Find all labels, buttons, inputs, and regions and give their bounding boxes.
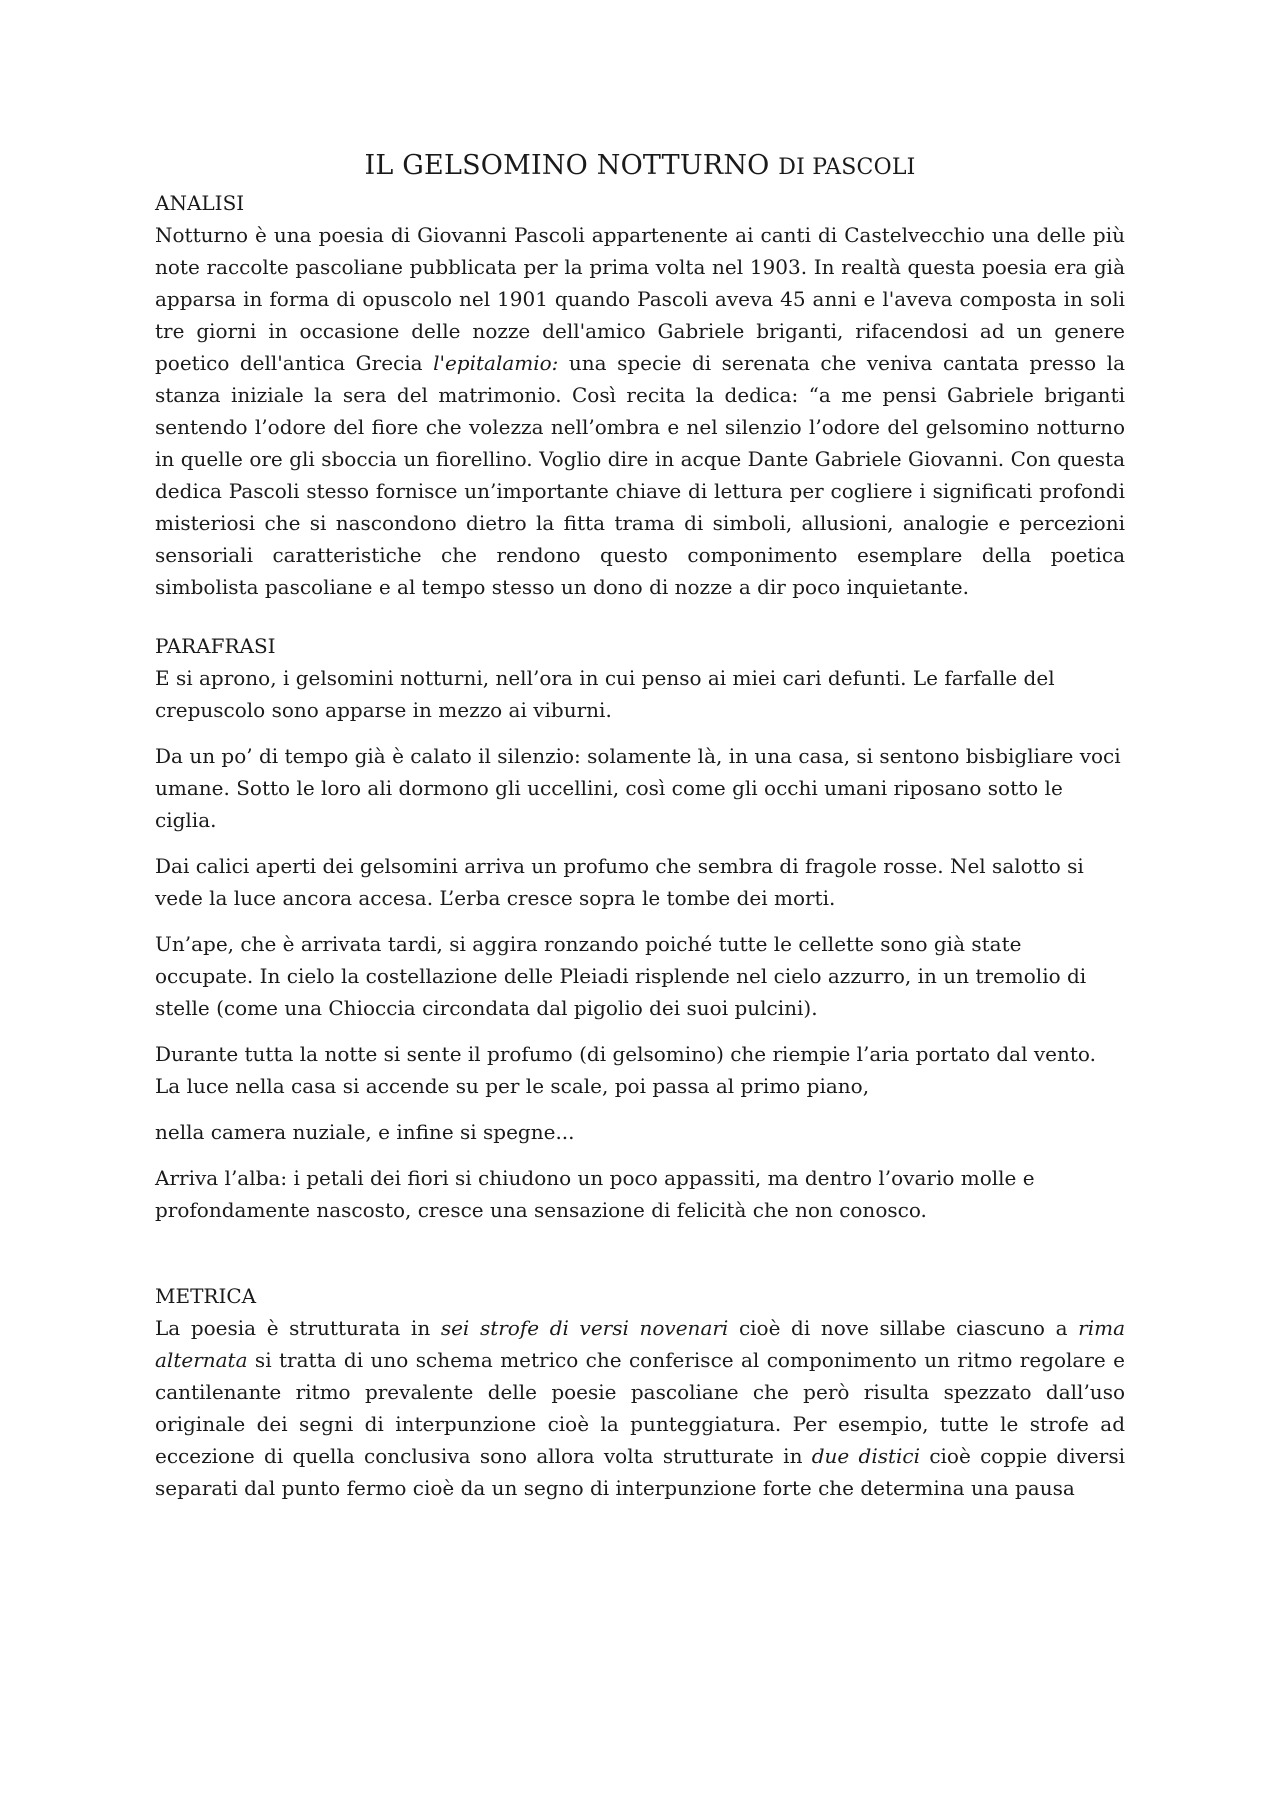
parafrasi-paragraph-2: Da un po’ di tempo già è calato il silenzio: solamente là, in una casa, si sentono bisbigliare voci umane. Sotto le loro ali dormono gli uccellini, così come gli occhi umani riposano sotto le ciglia. xyxy=(155,744,1121,832)
parafrasi-paragraph-1: E si aprono, i gelsomini notturni, nell’ora in cui penso ai miei cari defunti. Le farfalle del crepuscolo sono apparse in mezzo ai viburni. xyxy=(155,666,1055,722)
metrica-italic-1: sei strofe di versi novenari xyxy=(440,1316,729,1340)
metrica-italic-2: rima alternata xyxy=(155,1316,1125,1372)
metrica-heading: METRICA xyxy=(155,1284,257,1308)
document-page xyxy=(155,150,1125,1504)
metrica-text-3: si tratta di uno schema metrico che conferisce al componimento un ritmo regolare e cantilenante ritmo prevalente delle poesie pascoliane che però risulta spezzato dall’uso originale dei segni di interpunzione cioè la punteggiatura. Per esempio, tutte le strofe ad eccezione di quella conclusiva sono allora volta strutturate in xyxy=(155,1348,1125,1468)
metrica-text-4: cioè coppie diversi separati dal punto fermo cioè da un segno di interpunzione forte che determina una pausa xyxy=(155,1444,1125,1500)
document-title xyxy=(155,150,1125,181)
metrica-text-1: La poesia è strutturata in xyxy=(155,1316,441,1340)
title-main: IL GELSOMINO NOTTURNO xyxy=(364,150,770,181)
analisi-heading: ANALISI xyxy=(155,191,245,215)
parafrasi-paragraph-6: nella camera nuziale, e infine si spegne... xyxy=(155,1120,575,1144)
metrica-text-2: cioè di nove sillabe ciascuno a xyxy=(728,1316,1079,1340)
analisi-text-a: Notturno è una poesia di Giovanni Pascoli appartenente ai canti di Castelvecchio una delle più note raccolte pascoliane pubblicata per la prima volta nel 1903. In realtà questa poesia era già apparsa in forma di opuscolo nel 1901 quando Pascoli aveva 45 anni e l'aveva composta in soli tre giorni in occasione delle nozze dell'amico Gabriele briganti, rifacendosi ad un genere poetico dell'antica Grecia xyxy=(155,223,1125,375)
parafrasi-paragraph-3: Dai calici aperti dei gelsomini arriva un profumo che sembra di fragole rosse. Nel salotto si vede la luce ancora accesa. L’erba cresce sopra le tombe dei morti. xyxy=(155,854,1084,910)
section-parafrasi xyxy=(155,630,1125,1226)
metrica-italic-3: due distici xyxy=(811,1444,921,1468)
section-analisi xyxy=(155,187,1125,603)
parafrasi-heading: PARAFRASI xyxy=(155,634,276,658)
analisi-text-italic: l'epitalamio: xyxy=(433,351,559,375)
parafrasi-paragraph-7: Arriva l’alba: i petali dei fiori si chiudono un poco appassiti, ma dentro l’ovario molle e profondamente nascosto, cresce una sensazione di felicità che non conosco. xyxy=(155,1166,1035,1222)
parafrasi-paragraph-4: Un’ape, che è arrivata tardi, si aggira ronzando poiché tutte le cellette sono già state occupate. In cielo la costellazione delle Pleiadi risplende nel cielo azzurro, in un tremolio di stelle (come una Chioccia circondata dal pigolio dei suoi pulcini). xyxy=(155,932,1087,1020)
parafrasi-paragraph-5: Durante tutta la notte si sente il profumo (di gelsomino) che riempie l’aria portato dal vento. La luce nella casa si accende su per le scale, poi passa al primo piano, xyxy=(155,1042,1096,1098)
metrica-paragraph xyxy=(155,1312,1125,1504)
section-metrica xyxy=(155,1280,1125,1504)
analisi-text-b: una specie di serenata che veniva cantata presso la stanza iniziale la sera del matrimonio. Così recita la dedica: “a me pensi Gabriele briganti sentendo l’odore del fiore che volezza nell’ombra e nel silenzio l’odore del gelsomino notturno in quelle ore gli sboccia un fiorellino. Voglio dire in acque Dante Gabriele Giovanni. Con questa dedica Pascoli stesso fornisce un’importante chiave di lettura per cogliere i significati profondi misteriosi che si nascondono dietro la fitta trama di simboli, allusioni, analogie e percezioni sensoriali caratteristiche che rendono questo componimento esemplare della poetica simbolista pascoliane e al tempo stesso un dono di nozze a dir poco inquietante. xyxy=(155,351,1125,599)
title-sub: DI PASCOLI xyxy=(778,155,916,180)
analisi-paragraph xyxy=(155,219,1125,603)
